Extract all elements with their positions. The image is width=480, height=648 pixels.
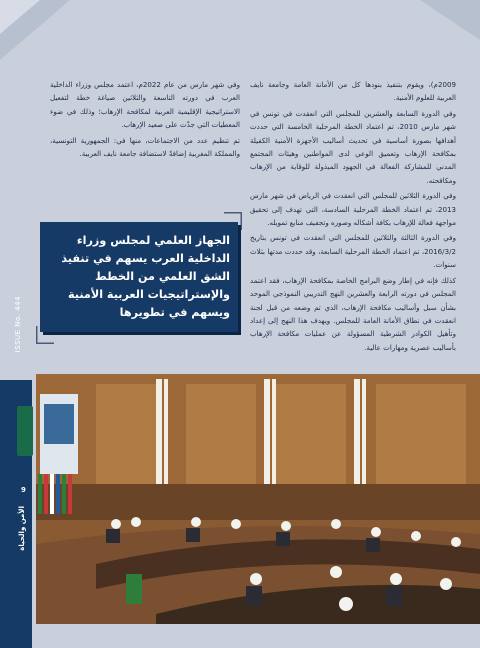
paragraph: كذلك فإنه في إطار وضع البرامج الخاصة بمكافحة الإرهاب، فقد اعتمد المجلس في دورته الرابعة والعشرين النهج التدريبي النموذجي الموحد بشأن سبل وأساليب مكافحة الإرهاب، الذي تم وضعه من قبل لجنة انعقدت في نطاق الأمانة العامة للمجلس. ويهدف هذا النهج إلى إعداد وتأهيل الكوادر الشرطية المسؤولة عن عمليات مكافحة الإرهاب بأساليب عصرية ومهارات عالية. [250, 275, 456, 352]
corner-decoration-left [0, 0, 70, 60]
paragraph: وفي الدورة الثالثة والثلاثين للمجلس التي انعقدت في تونس بتاريخ 2016/3/2، تم اعتماد الخطة المرحلية السابعة، وقد حددت مدتها بثلاث سنوات. [250, 233, 456, 270]
page-number: 9 [21, 486, 26, 494]
article-headline: الجهاز العلمي لمجلس وزراء الداخلية العرب يسهم في تنفيذ الشق العلمي من الخطط والإستراتيجيات العربية الأمنية ويسهم في تطويرها [61, 234, 230, 319]
corner-decoration-right [420, 0, 480, 40]
conference-photo [36, 374, 480, 624]
issue-number: ISSUE No. 444 [14, 296, 22, 353]
article-column-right [250, 78, 456, 356]
article-column-left [50, 78, 240, 162]
emblem-icon [17, 406, 33, 456]
paragraph: 2009م)، ويقوم بتنفيذ بنودها كل من الأمانة العامة وجامعة نايف العربية للعلوم الأمنية. [250, 80, 456, 103]
paragraph: وفي الدورة الثلاثين للمجلس التي انعقدت في الرياض في شهر مارس 2013، تم اعتماد الخطة المرحلية السادسة، التي تهدف إلى تحقيق مواجهة فعالة للإرهاب بكافة أشكاله وصوره وتجفيف منابع تمويله. [250, 191, 456, 228]
magazine-name: الأمن والحياة [18, 506, 26, 551]
paragraph: تم تنظيم عدد من الاجتماعات، منها في: الجمهورية التونسية، والمملكة المغربية إضافةً لاستضافة جامعة نايف العربية. [50, 135, 240, 159]
paragraph: وفي شهر مارس من عام 2022م، اعتمد مجلس وزراء الداخلية العرب في دورته التاسعة والثلاثين صياغة خطة لتفعيل الاستراتيجية الإقليمية العربية لمكافحة الإرهاب؛ وذلك في ضوء المعطيات التي جدّت على صعيد الإرهاب. [50, 80, 240, 130]
paragraph: وفي الدورة السابعة والعشرين للمجلس التي انعقدت في تونس في شهر مارس 2010، تم اعتماد الخطة المرحلية الخامسة التي حددت أهدافها بصورة أساسية في تحديث أساليب الأجهزة الأمنية الكفيلة بمكافحة الإرهاب وتعميق الوعي لدى المواطنين وهيئات المجتمع المدني للمشاركة الفعالة في الجهود المبذولة للوقاية من الإرهاب ومكافحته. [250, 108, 456, 185]
